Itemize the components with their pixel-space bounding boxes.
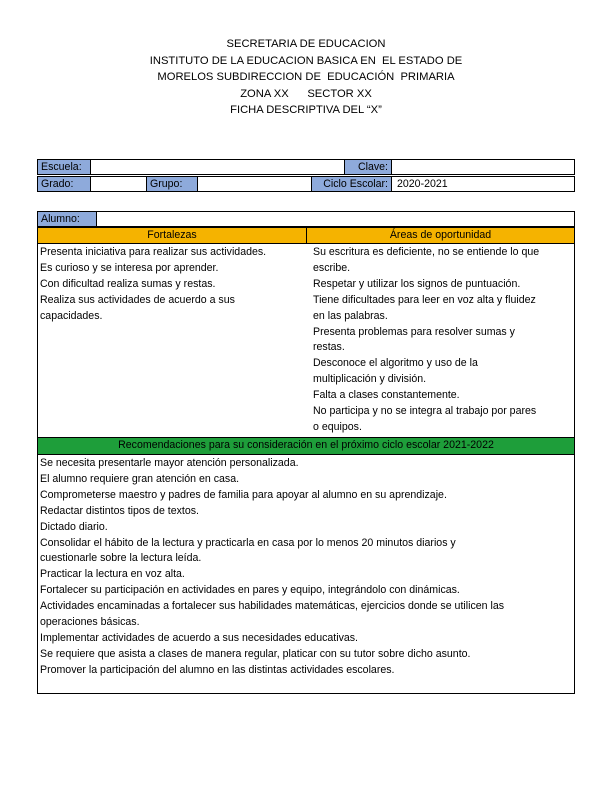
escuela-label: Escuela: bbox=[37, 159, 91, 175]
fortaleza-item: Con dificultad realiza sumas y restas. bbox=[40, 277, 216, 290]
area-item: o equipos. bbox=[313, 420, 362, 433]
recomendacion-item: cuestionarle sobre la lectura leída. bbox=[40, 552, 202, 565]
recomendacion-item: Se requiere que asista a clases de manera regular, platicar con su tutor sobre dicho asunto. bbox=[40, 647, 471, 660]
ciclo-escolar-label: Ciclo Escolar: bbox=[311, 176, 392, 192]
document-header bbox=[0, 36, 612, 119]
recomendacion-item: El alumno requiere gran atención en casa. bbox=[40, 472, 240, 485]
area-item: Desconoce el algoritmo y uso de la bbox=[313, 357, 478, 370]
area-item: restas. bbox=[313, 341, 345, 354]
header-line-subdireccion: MORELOS SUBDIRECCION DE EDUCACIÓN PRIMARIA bbox=[157, 71, 455, 83]
area-item: No participa y no se integra al trabajo por pares bbox=[313, 405, 537, 418]
grado-label: Grado: bbox=[37, 176, 91, 192]
clave-label: Clave: bbox=[344, 159, 392, 175]
area-item: Respetar y utilizar los signos de puntuación. bbox=[313, 277, 521, 290]
area-item: escribe. bbox=[313, 261, 351, 274]
recomendacion-item: Comprometerse maestro y padres de familia para apoyar al alumno en su aprendizaje. bbox=[40, 488, 447, 501]
alumno-field[interactable] bbox=[96, 211, 575, 227]
clave-field[interactable] bbox=[391, 159, 575, 175]
header-line-instituto: INSTITUTO DE LA EDUCACION BASICA EN EL ESTADO DE bbox=[149, 54, 463, 67]
grupo-label: Grupo: bbox=[146, 176, 198, 192]
area-item: Falta a clases constantemente. bbox=[313, 389, 460, 402]
areas-oportunidad-list bbox=[313, 245, 575, 436]
fortaleza-item: capacidades. bbox=[40, 309, 103, 322]
recomendacion-item: Promover la participación del alumno en las distintas actividades escolares. bbox=[40, 663, 395, 676]
recomendacion-item: Redactar distintos tipos de textos. bbox=[40, 504, 199, 517]
escuela-field[interactable] bbox=[90, 159, 345, 175]
header-line-ficha: FICHA DESCRIPTIVA DEL “X” bbox=[230, 104, 382, 116]
recomendaciones-list bbox=[40, 456, 574, 679]
grado-field[interactable] bbox=[90, 176, 147, 192]
grupo-field[interactable] bbox=[197, 176, 312, 192]
recomendacion-item: Se necesita presentarle mayor atención personalizada. bbox=[40, 457, 299, 469]
fortalezas-header: Fortalezas bbox=[37, 227, 307, 244]
recomendacion-item: Actividades encaminadas a fortalecer sus habilidades matemáticas, ejercicios donde se utilicen las bbox=[40, 600, 505, 613]
recomendaciones-header: Recomendaciones para su consideración en el próximo ciclo escolar 2021-2022 bbox=[37, 437, 575, 455]
fortalezas-list bbox=[40, 245, 304, 325]
area-item: multiplicación y división. bbox=[313, 373, 427, 386]
recomendacion-item: Practicar la lectura en voz alta. bbox=[40, 568, 185, 581]
fortaleza-item: Realiza sus actividades de acuerdo a sus bbox=[40, 293, 235, 306]
recomendacion-item: Implementar actividades de acuerdo a sus necesidades educativas. bbox=[40, 631, 358, 644]
recomendacion-item: Fortalecer su participación en actividades en pares y equipo, integrándolo con dinámicas. bbox=[40, 584, 460, 597]
area-item: Presenta problemas para resolver sumas y bbox=[313, 325, 515, 338]
header-line-secretaria: SECRETARIA DE EDUCACION bbox=[226, 38, 386, 50]
recomendacion-item: Consolidar el hábito de la lectura y practicarla en casa por lo menos 20 minutos diarios y bbox=[40, 536, 456, 549]
fortaleza-item: Presenta iniciativa para realizar sus actividades. bbox=[40, 246, 267, 258]
recomendacion-item: Dictado diario. bbox=[40, 520, 108, 533]
area-item: Tiene dificultades para leer en voz alta y fluidez bbox=[313, 293, 536, 306]
header-line-zona-sector: ZONA XX SECTOR XX bbox=[240, 87, 372, 100]
area-item: Su escritura es deficiente, no se entiende lo que bbox=[313, 246, 540, 258]
recomendacion-item: operaciones básicas. bbox=[40, 616, 140, 629]
areas-oportunidad-header: Áreas de oportunidad bbox=[306, 227, 575, 244]
fortaleza-item: Es curioso y se interesa por aprender. bbox=[40, 261, 219, 274]
area-item: en las palabras. bbox=[313, 309, 388, 322]
ciclo-escolar-field[interactable]: 2020-2021 bbox=[391, 176, 575, 192]
alumno-label: Alumno: bbox=[37, 211, 97, 227]
